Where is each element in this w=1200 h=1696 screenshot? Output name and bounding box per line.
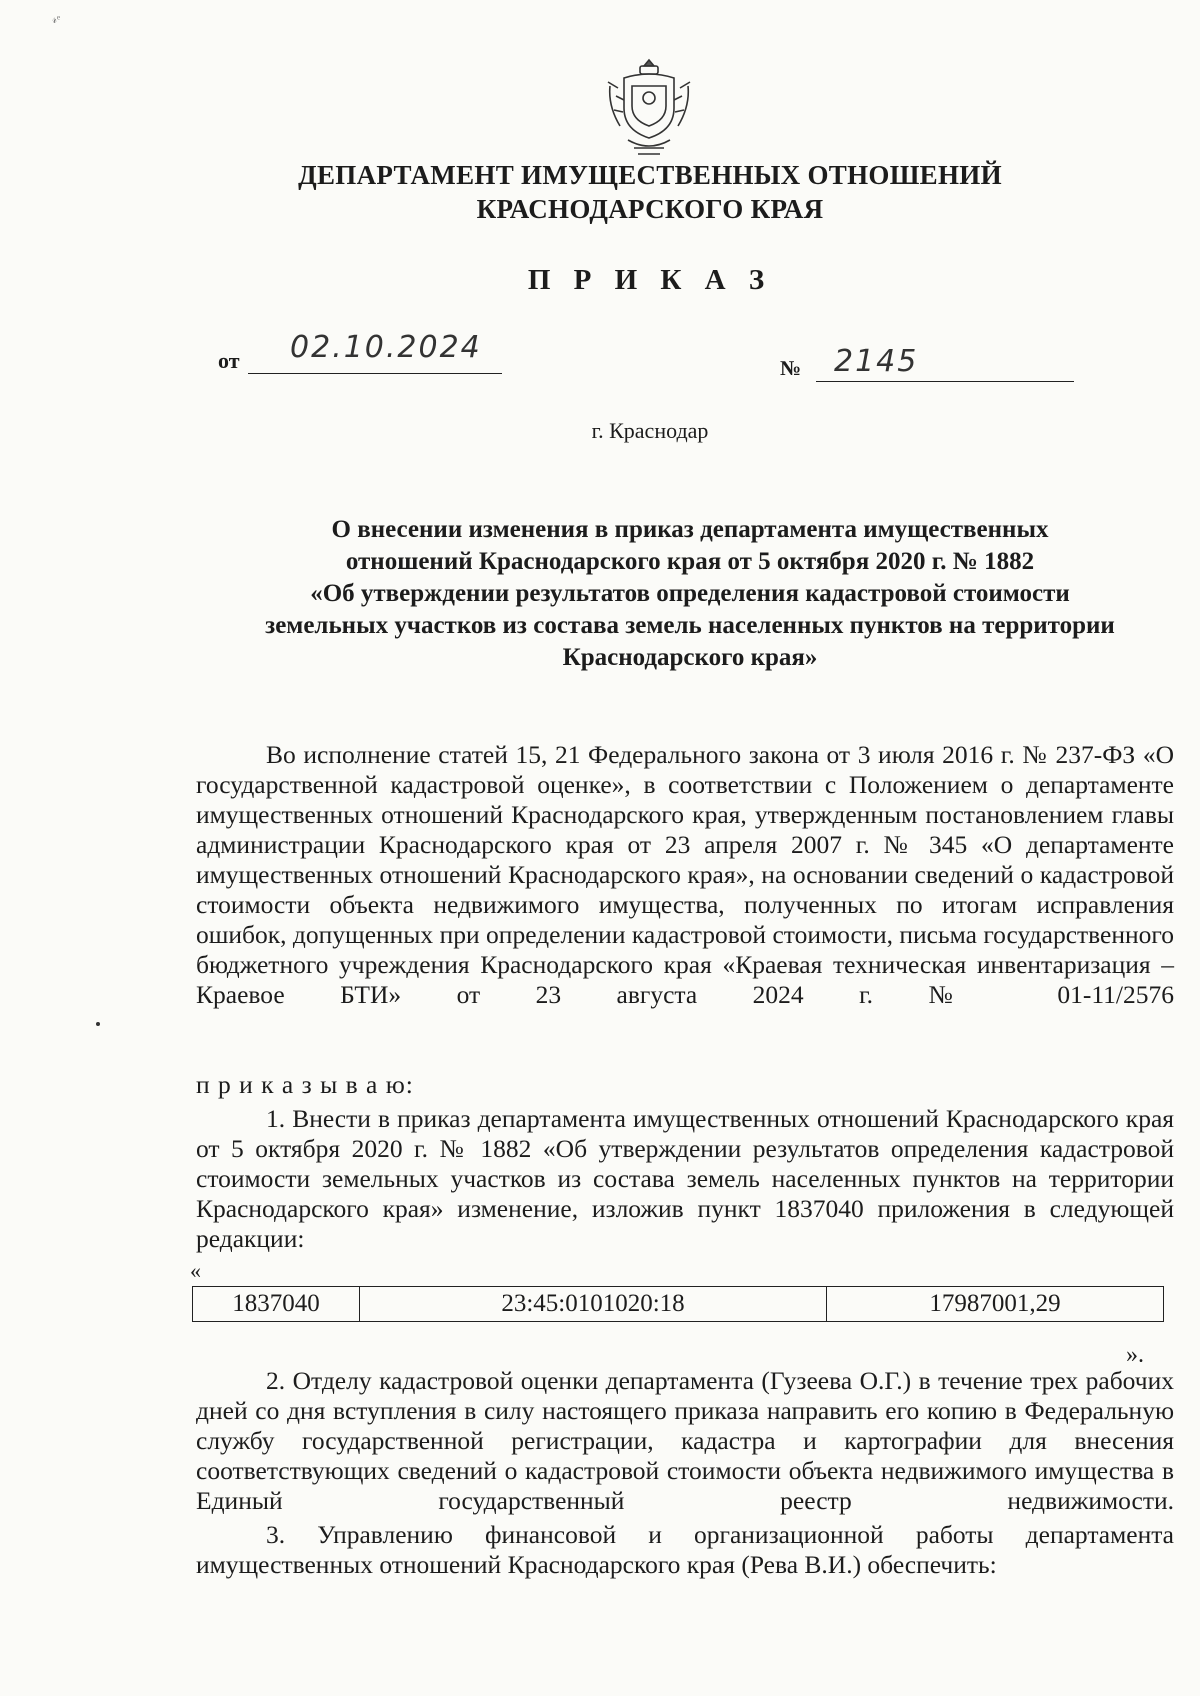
subject-line: отношений Краснодарского края от 5 октября 2020 г. № 1882 [345, 548, 1035, 575]
order-subject [200, 514, 1180, 674]
scan-dot [96, 1022, 100, 1026]
number-underline [816, 381, 1074, 382]
coat-of-arms-icon [604, 56, 694, 160]
table-cell-cadastral-value: 17987001,29 [827, 1287, 1164, 1322]
table-cell-item-number: 1837040 [193, 1287, 360, 1322]
number-label: № [780, 356, 802, 380]
item-2-paragraph: 2. Отделу кадастровой оценки департамента (Гузеева О.Г.) в течение трех рабочих дней со дня вступления в силу настоящего приказа направить его копию в Федеральную службу государственной регистрации, кадастра и картографии для внесения соответствующих сведений о кадастровой стоимости объекта недвижимого имущества в Единый государственный реестр недвижимости. [196, 1366, 1174, 1515]
table-cell-cadastral-number: 23:45:0101020:18 [360, 1287, 827, 1322]
order-title: П Р И К А З [527, 264, 773, 296]
item-3-paragraph: 3. Управлению финансовой и организационной работы департамента имущественных отношений Краснодарского края (Рева В.И.) обеспечить: [196, 1520, 1174, 1579]
quote-open: « [190, 1258, 201, 1283]
order-word: п р и к а з ы в а ю: [196, 1070, 414, 1099]
record-table [192, 1286, 1164, 1322]
date-underline [248, 373, 502, 374]
table-row [193, 1287, 1164, 1322]
department-name-line1: ДЕПАРТАМЕНТ ИМУЩЕСТВЕННЫХ ОТНОШЕНИЙ [298, 160, 1002, 190]
subject-line: «Об утверждении результатов определения кадастровой стоимости [310, 580, 1070, 607]
item-1-paragraph: 1. Внести в приказ департамента имущественных отношений Краснодарского края от 5 октября 2020 г. № 1882 «Об утверждении результатов определения кадастровой стоимости земельных участков из состава земель населенных пунктов на территории Краснодарского края» изменение, изложив пункт 1837040 приложения в следующей редакции: [196, 1104, 1174, 1253]
subject-line: Краснодарского края» [562, 644, 818, 671]
date-label: от [218, 348, 240, 373]
subject-line: О внесении изменения в приказ департамента имущественных [331, 516, 1049, 543]
department-name-line2: КРАСНОДАРСКОГО КРАЯ [476, 194, 824, 224]
scan-speck: 𝓇ᵉ [52, 12, 61, 26]
number-handwritten: 2145 [834, 344, 919, 379]
preamble-paragraph: Во исполнение статей 15, 21 Федерального закона от 3 июля 2016 г. № 237-ФЗ «О государственной кадастровой оценке», в соответствии с Положением о департаменте имущественных отношений Краснодарского края, утвержденным постановлением главы администрации Краснодарского края от 23 апреля 2007 г. № 345 «О департаменте имущественных отношений Краснодарского края», на основании сведений о кадастровой стоимости объекта недвижимого имущества, полученных по итогам исправления ошибок, допущенных при определении кадастровой стоимости, письма государственного бюджетного учреждения Краснодарского края «Краевая техническая инвентаризация – Краевое БТИ» от 23 августа 2024 г. № 01-11/2576 [196, 740, 1174, 1009]
quote-close: ». [1126, 1342, 1144, 1368]
date-handwritten: 02.10.2024 [290, 330, 482, 365]
subject-line: земельных участков из состава земель населенных пунктов на территории [265, 612, 1115, 639]
city: г. Краснодар [591, 418, 709, 443]
